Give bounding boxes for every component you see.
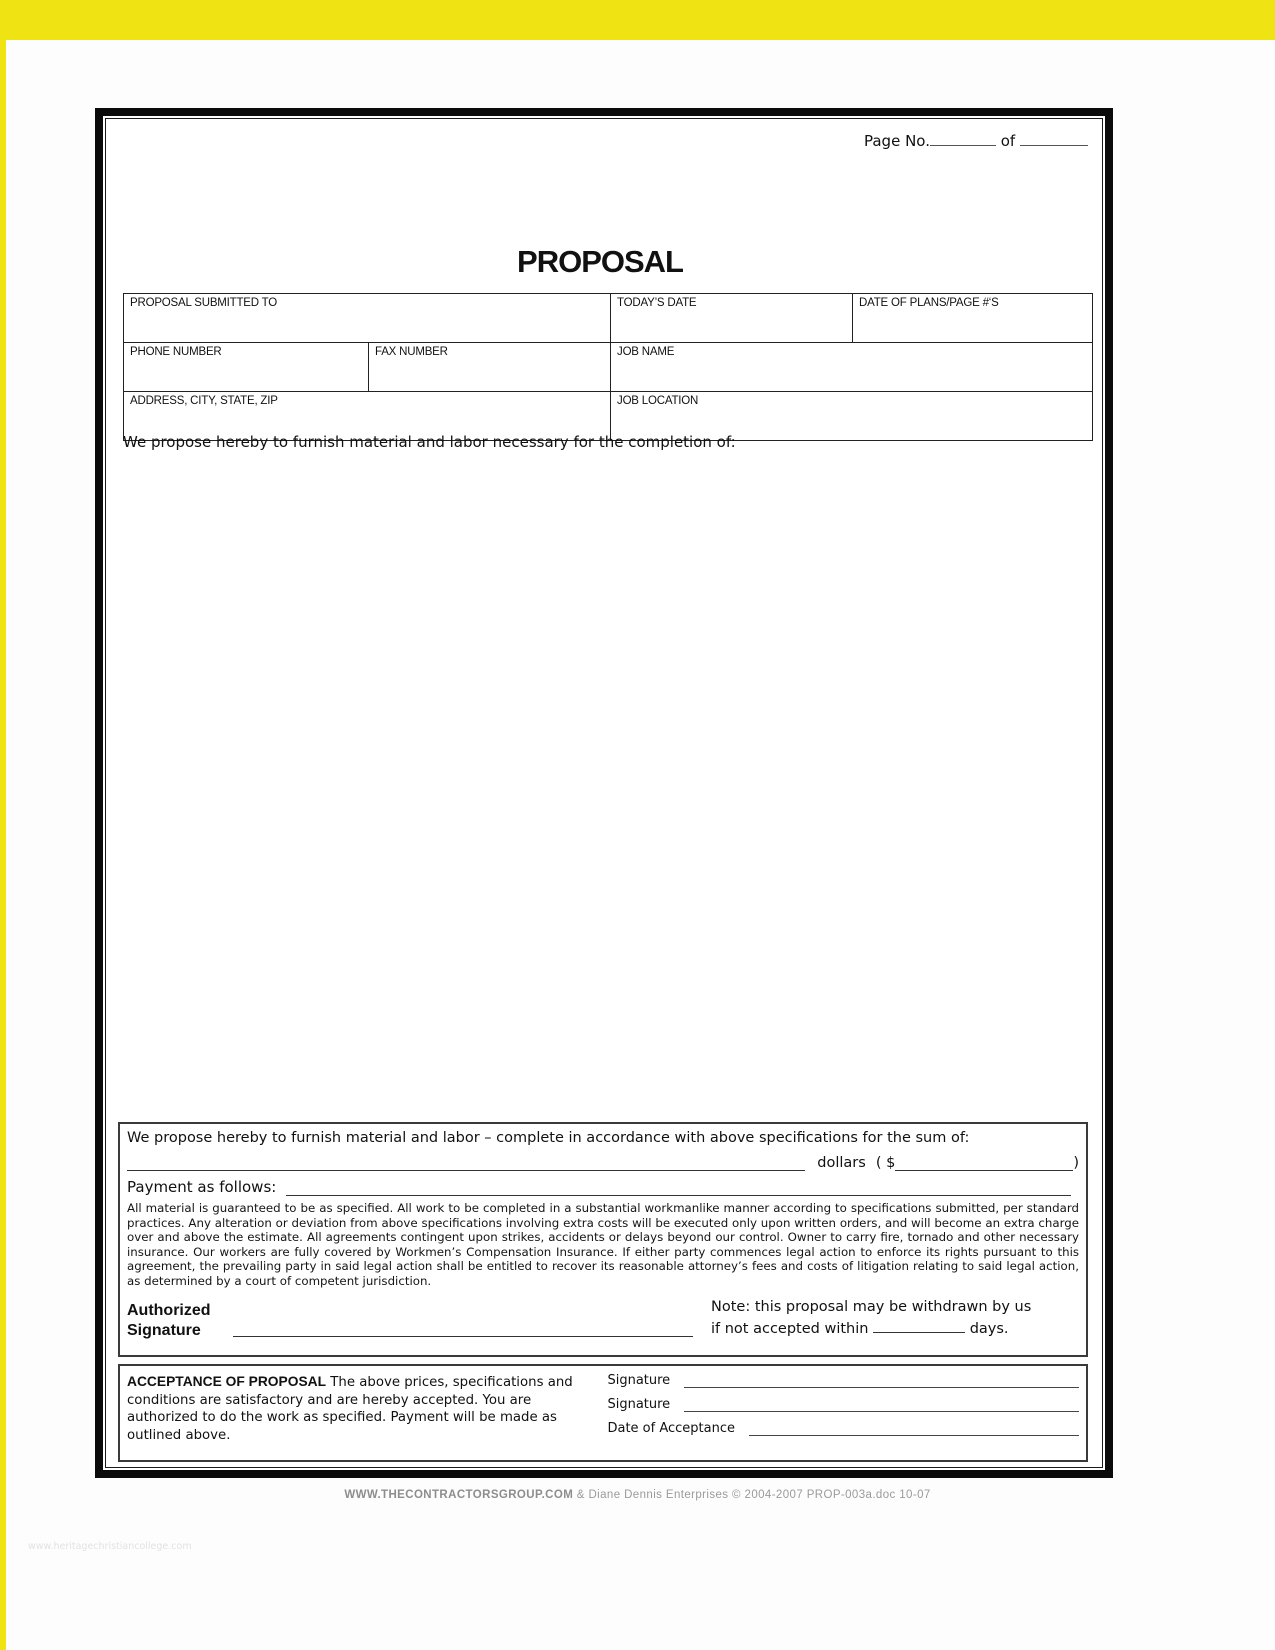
footer-credits — [0, 1489, 1275, 1501]
cell-job-location: JOB LOCATION — [611, 392, 1093, 441]
authorized-label-line1: Authorized — [127, 1301, 211, 1319]
signature-line-2 — [684, 1397, 1079, 1412]
propose-intro-line: We propose hereby to furnish material and labor necessary for the completion of: — [123, 433, 736, 451]
page-total-blank-line — [1020, 131, 1088, 146]
payment-terms-line — [286, 1181, 1071, 1196]
withdrawal-note-line1: Note: this proposal may be withdrawn by us — [711, 1299, 1032, 1315]
signature-line-1 — [684, 1373, 1079, 1388]
sum-and-terms-box — [118, 1122, 1088, 1357]
cell-phone-number: PHONE NUMBER — [124, 343, 369, 392]
acceptance-text — [127, 1373, 579, 1445]
cell-address: ADDRESS, CITY, STATE, ZIP — [124, 392, 611, 441]
sum-amount-words-line — [127, 1156, 805, 1171]
authorized-label-line2: Signature — [127, 1321, 201, 1339]
date-of-acceptance-line — [749, 1421, 1079, 1436]
dollars-label: dollars — [817, 1155, 866, 1171]
acceptance-box — [118, 1364, 1088, 1462]
withdrawal-note — [711, 1296, 1079, 1341]
sum-amount-numeric-line — [895, 1156, 1073, 1171]
authorized-signature-row — [127, 1296, 1079, 1341]
footer-site: WWW.THECONTRACTORSGROUP.COM — [344, 1489, 574, 1501]
dollars-paren-open: ( $ — [875, 1155, 896, 1171]
dollars-row — [127, 1155, 1079, 1171]
cell-todays-date: TODAY’S DATE — [611, 294, 853, 343]
watermark-text: www.heritagechristiancollege.com — [28, 1541, 192, 1552]
page-of-label: of — [1000, 132, 1016, 150]
terms-paragraph: All material is guaranteed to be as specified. All work to be completed in a substantial workmanlike manner according to specifications submitted, per standard practices. Any alteration or deviation from above specifications involving extra costs will be executed only upon written orders, and will become an extra charge over and above the estimate. All agreements contingent upon strikes, accidents or delays beyond our control. Owner to carry fire, tornado and other necessary insurance. Our workers are fully covered by Workmen’s Compensation Insurance. If either party commences legal action to enforce its rights pursuant to this agreement, the prevailing party in said legal action shall be entitled to recover its reasonable attorney’s fees and costs of litigation relating to said legal action, as determined by a court of competent jurisdiction. — [127, 1201, 1079, 1288]
payment-row — [127, 1178, 1079, 1196]
days-blank-line — [873, 1318, 965, 1333]
yellow-left-border — [0, 0, 6, 1650]
cell-job-name: JOB NAME — [611, 343, 1093, 392]
document-title: PROPOSAL — [517, 244, 683, 279]
acceptance-body: The above prices, specifications and conditions are satisfactory and are hereby accepted. You are authorized to do the work as specified. Payment will be made as outlined above. — [127, 1375, 573, 1443]
authorized-signature-left — [127, 1296, 711, 1341]
signature-label-2: Signature — [607, 1397, 671, 1412]
signature-label-1: Signature — [607, 1373, 671, 1388]
acceptance-heading: ACCEPTANCE OF PROPOSAL — [127, 1374, 327, 1389]
withdrawal-note-prefix: if not accepted within — [711, 1321, 869, 1338]
acceptance-signature-column — [579, 1373, 1079, 1445]
cell-date-of-plans: DATE OF PLANS/PAGE #‘S — [853, 294, 1093, 343]
payment-label: Payment as follows: — [127, 1178, 277, 1196]
date-of-acceptance-row — [607, 1421, 1079, 1436]
sum-line: We propose hereby to furnish material and labor – complete in accordance with above specifications for the sum of: — [127, 1130, 970, 1146]
cell-submitted-to: PROPOSAL SUBMITTED TO — [124, 294, 611, 343]
footer-credit-text: & Diane Dennis Enterprises © 2004-2007 PROP-003a.doc 10-07 — [573, 1489, 931, 1501]
proposal-info-table — [123, 293, 1093, 441]
dollars-paren-close: ) — [1073, 1155, 1079, 1171]
acceptance-signature-row-2 — [607, 1397, 1079, 1412]
cell-fax-number: FAX NUMBER — [369, 343, 611, 392]
page-no-label: Page No. — [863, 132, 930, 150]
withdrawal-note-line2 — [711, 1318, 1079, 1340]
date-of-acceptance-label: Date of Acceptance — [607, 1421, 735, 1436]
yellow-top-border — [0, 0, 1275, 40]
withdrawal-note-suffix: days. — [969, 1321, 1009, 1338]
page-no-blank-line — [930, 131, 996, 146]
acceptance-signature-row-1 — [607, 1373, 1079, 1388]
authorized-signature-label — [127, 1301, 211, 1341]
acceptance-row — [127, 1373, 1079, 1445]
page-number-row — [800, 131, 1088, 150]
authorized-signature-line — [233, 1306, 693, 1337]
